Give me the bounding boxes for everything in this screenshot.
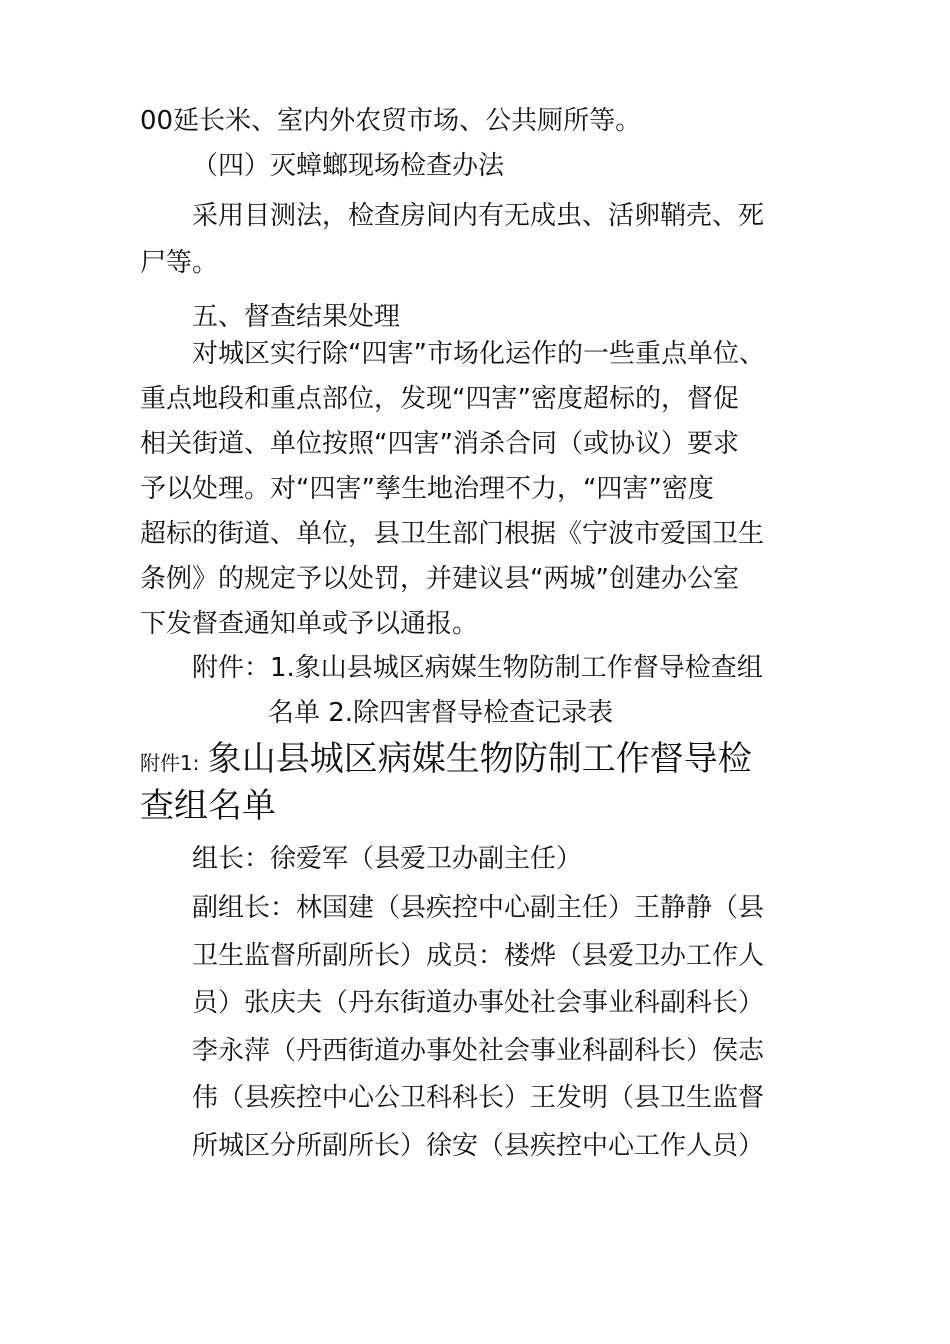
text-line: 重点地段和重点部位，发现“四害”密度超标的，督促: [140, 384, 739, 414]
text-line: 条例》的规定予以处罚，并建议县“两城”创建办公室: [140, 564, 739, 594]
attachment-label: 附件1:: [140, 751, 200, 775]
member-line: 组长：徐爱军（县爱卫办副主任）: [192, 844, 583, 874]
member-line: 卫生监督所副所长）成员：楼烨（县爱卫办工作人: [192, 941, 765, 971]
text-line: 00延长米、室内外农贸市场、公共厕所等。: [140, 106, 642, 136]
section-heading: 五、督查结果处理: [192, 302, 401, 332]
text-line: 尸等。: [140, 248, 219, 278]
text-line: 下发督查通知单或予以通报。: [140, 609, 479, 639]
attachment-title-continued: 查组名单: [140, 786, 276, 826]
attachment-list: 附件：1.象山县城区病媒生物防制工作督导检查组: [192, 653, 763, 683]
attachment-title: 象山县城区病媒生物防制工作督导检: [207, 739, 752, 779]
member-line: 李永萍（丹西街道办事处社会事业科副科长）侯志: [192, 1036, 765, 1066]
text-line: 对城区实行除“四害”市场化运作的一些重点单位、: [192, 339, 765, 369]
member-line: 伟（县疾控中心公卫科科长）王发明（县卫生监督: [192, 1083, 765, 1113]
attachment-heading: [140, 737, 752, 783]
member-line: 副组长：林国建（县疾控中心副主任）王静静（县: [192, 893, 765, 923]
text-line: 相关街道、单位按照“四害”消杀合同（或协议）要求: [140, 429, 739, 459]
text-line: 超标的街道、单位，县卫生部门根据《宁波市爱国卫生: [140, 519, 765, 549]
text-line: 采用目测法，检查房间内有无成虫、活卵鞘壳、死: [192, 201, 765, 231]
attachment-list: 名单 2.除四害督导检查记录表: [268, 698, 614, 728]
member-line: 所城区分所副所长）徐安（县疾控中心工作人员）: [192, 1131, 765, 1161]
member-line: 员）张庆夫（丹东街道办事处社会事业科副科长）: [192, 988, 765, 1018]
section-heading: （四）灭蟑螂现场检查办法: [192, 151, 505, 181]
text-line: 予以处理。对“四害”孳生地治理不力，“四害”密度: [140, 474, 714, 504]
